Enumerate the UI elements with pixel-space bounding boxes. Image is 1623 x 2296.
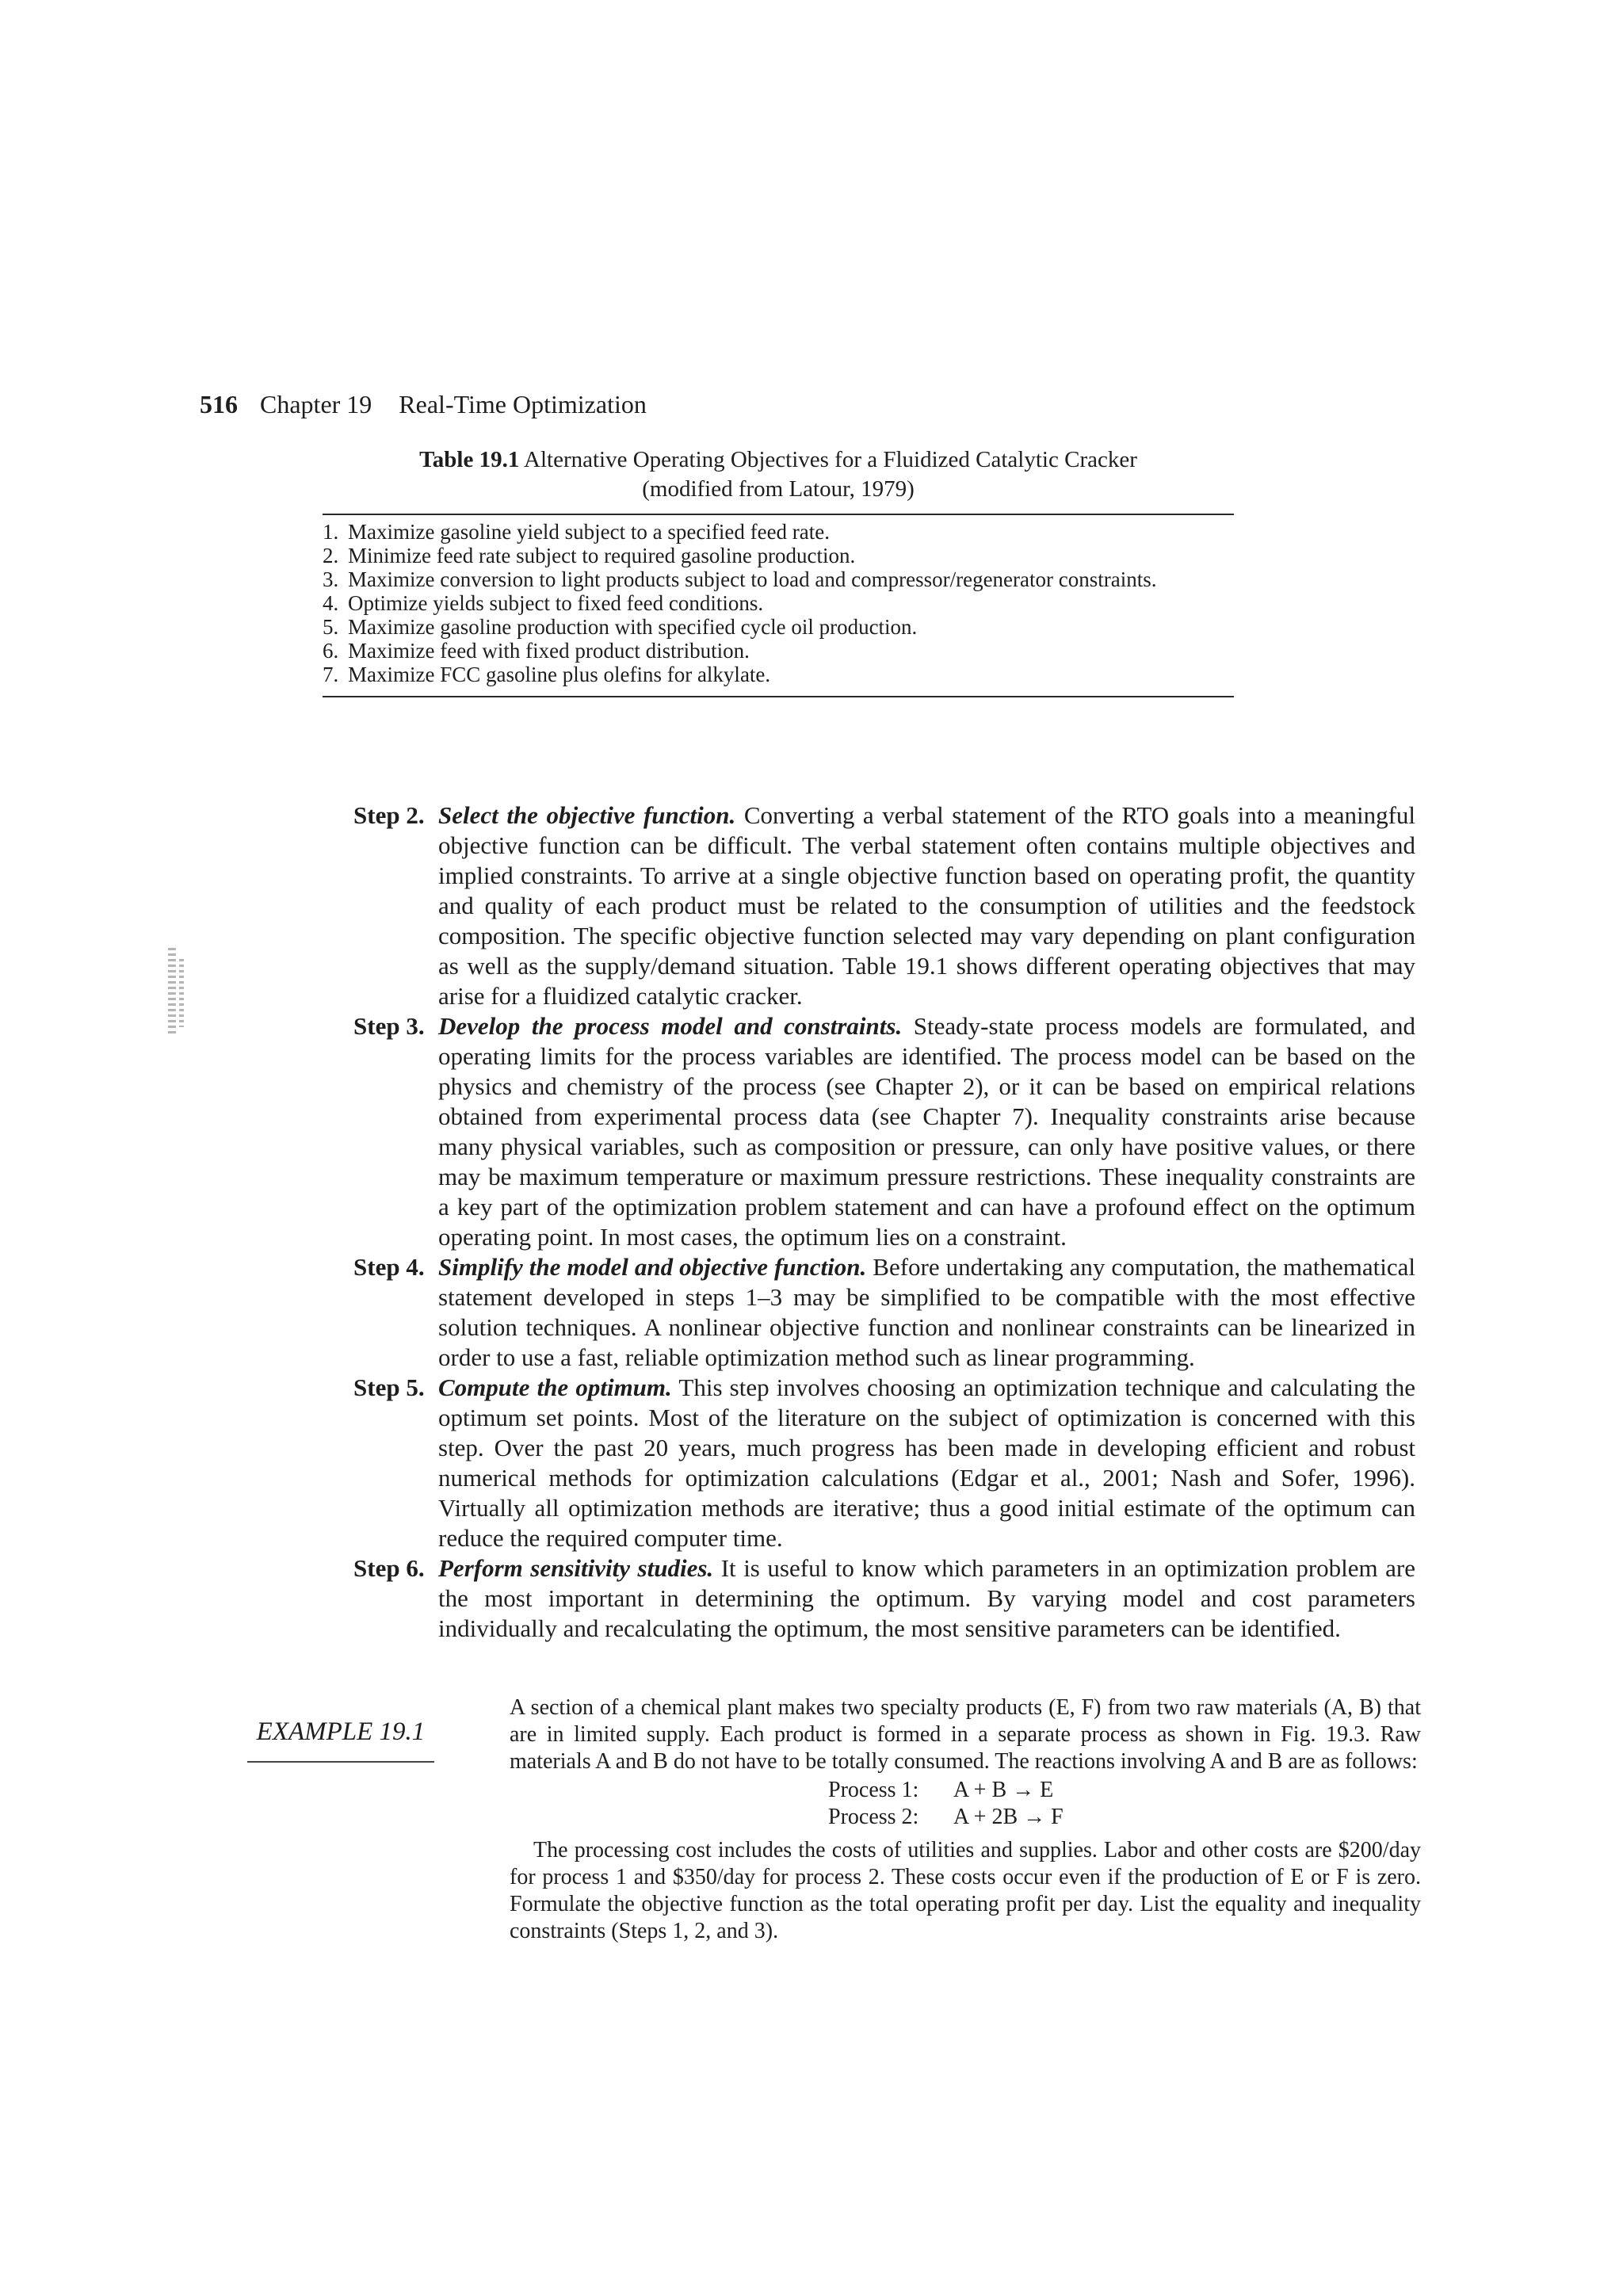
step-6 — [353, 1553, 1415, 1644]
chapter-label: Chapter 19 — [260, 390, 372, 418]
step-text: Steady-state process models are formulated, and operating limits for the process variables are identified. The process model can be based on the physics and chemistry of the process (see Chapter 2), or it can be based on empirical relations obtained from experimental process data (see Chapter 7). Inequality constraints arise because many physical variables, such as composition or pressure, can only have positive values, or there may be maximum temperature or maximum pressure restrictions. These inequality constraints are a key part of the optimization problem statement and can have a profound effect on the optimum operating point. In most cases, the optimum lies on a constraint. — [438, 1012, 1415, 1251]
step-text: This step involves choosing an optimization technique and calculating the optimum set points. Most of the literature on the subject of optimization is concerned with this step. Over the past 20 years, much progress has been made in developing efficient and robust numerical methods for optimization calculations (Edgar et al., 2001; Nash and Sofer, 1996). Virtually all optimization methods are iterative; thus a good initial estimate of the optimum can reduce the required computer time. — [438, 1373, 1415, 1552]
step-label: Step 5. — [353, 1373, 425, 1401]
table-label: Table 19.1 — [419, 447, 520, 472]
item-text: Maximize gasoline production with specified cycle oil production. — [348, 615, 918, 639]
step-text: It is useful to know which parameters in an optimization problem are the most important in determining the optimum. By varying model and cost parameters individually and recalculating the optimum, the most sensitive parameters can be identified. — [438, 1554, 1416, 1642]
list-item — [323, 663, 1234, 686]
step-4 — [353, 1252, 1415, 1373]
item-number: 5. — [323, 615, 339, 639]
example-paragraph: The processing cost includes the costs of utilities and supplies. Labor and other costs are $200/day for process 1 and $350/day for process 2. These costs occur even if the production of E or F is zero. Formulate the objective function as the total operating profit per day. List the equality and inequality constraints (Steps 1, 2, and 3). — [510, 1838, 1421, 1943]
step-3 — [353, 1011, 1415, 1252]
list-item — [323, 639, 1234, 663]
step-title: Develop the process model and constraints. — [438, 1012, 903, 1040]
list-item — [323, 615, 1234, 639]
table-caption — [323, 445, 1234, 504]
item-text: Maximize FCC gasoline plus olefins for alkylate. — [348, 663, 771, 686]
list-item — [323, 591, 1234, 615]
list-item — [323, 520, 1234, 544]
reaction-equation: A + B → E — [953, 1778, 1054, 1802]
steps-section — [353, 800, 1415, 1644]
item-number: 6. — [323, 639, 339, 663]
reaction-equation: A + 2B → F — [953, 1805, 1064, 1829]
table-bottom-rule — [323, 696, 1234, 697]
running-header — [200, 390, 647, 419]
scan-artifact — [179, 959, 184, 1027]
step-title: Simplify the model and objective function. — [438, 1253, 867, 1281]
step-title: Perform sensitivity studies. — [438, 1554, 714, 1582]
example-label-rule — [247, 1761, 434, 1763]
example-body — [510, 1694, 1421, 1945]
step-label: Step 2. — [353, 801, 425, 829]
item-text: Maximize gasoline yield subject to a specified feed rate. — [348, 520, 831, 544]
step-label: Step 4. — [353, 1253, 425, 1281]
step-title: Compute the optimum. — [438, 1373, 672, 1401]
reaction-row — [510, 1804, 1421, 1831]
step-5 — [353, 1373, 1415, 1553]
table-top-rule — [323, 514, 1234, 515]
table-caption-line1: Alternative Operating Objectives for a Fluidized Catalytic Cracker — [524, 447, 1137, 472]
scan-artifact — [168, 948, 176, 1033]
process-name: Process 2: — [828, 1805, 919, 1829]
step-label: Step 3. — [353, 1012, 425, 1040]
step-2 — [353, 800, 1415, 1011]
objectives-list — [323, 520, 1234, 696]
item-number: 3. — [323, 567, 339, 591]
item-number: 1. — [323, 520, 339, 544]
item-number: 7. — [323, 663, 339, 686]
process-name: Process 1: — [828, 1778, 919, 1802]
list-item — [323, 567, 1234, 591]
reaction-list — [510, 1777, 1421, 1831]
item-number: 4. — [323, 591, 339, 615]
item-text: Maximize feed with fixed product distribution. — [348, 639, 750, 663]
table-19-1 — [323, 445, 1234, 697]
step-title: Select the objective function. — [438, 801, 736, 829]
example-label: EXAMPLE 19.1 — [256, 1717, 426, 1746]
item-text: Minimize feed rate subject to required gasoline production. — [348, 544, 856, 567]
chapter-title: Real-Time Optimization — [399, 390, 647, 418]
list-item — [323, 544, 1234, 567]
item-text: Maximize conversion to light products subject to load and compressor/regenerator constraints. — [348, 567, 1157, 591]
reaction-row — [510, 1777, 1421, 1804]
step-label: Step 6. — [353, 1554, 425, 1582]
item-text: Optimize yields subject to fixed feed conditions. — [348, 591, 764, 615]
item-number: 2. — [323, 544, 339, 567]
step-text: Converting a verbal statement of the RTO goals into a meaningful objective function can be difficult. The verbal statement often contains multiple objectives and implied constraints. To arrive at a single objective function based on operating profit, the quantity and quality of each product must be related to the consumption of utilities and the feedstock composition. The specific objective function selected may vary depending on plant configuration as well as the supply/demand situation. Table 19.1 shows different operating objectives that may arise for a fluidized catalytic cracker. — [438, 801, 1416, 1010]
table-caption-line2: (modified from Latour, 1979) — [642, 476, 915, 502]
step-text: Before undertaking any computation, the mathematical statement developed in steps 1–3 may be simplified to be compatible with the most effective solution techniques. A nonlinear objective function and nonlinear constraints can be linearized in order to use a fast, reliable optimization method such as linear programming. — [438, 1253, 1415, 1371]
example-paragraph: A section of a chemical plant makes two specialty products (E, F) from two raw materials (A, B) that are in limited supply. Each product is formed in a separate process as shown in Fig. 19.3. Raw materials A and B do not have to be totally consumed. The reactions involving A and B are as follows: — [510, 1695, 1421, 1774]
page-number: 516 — [200, 390, 238, 418]
